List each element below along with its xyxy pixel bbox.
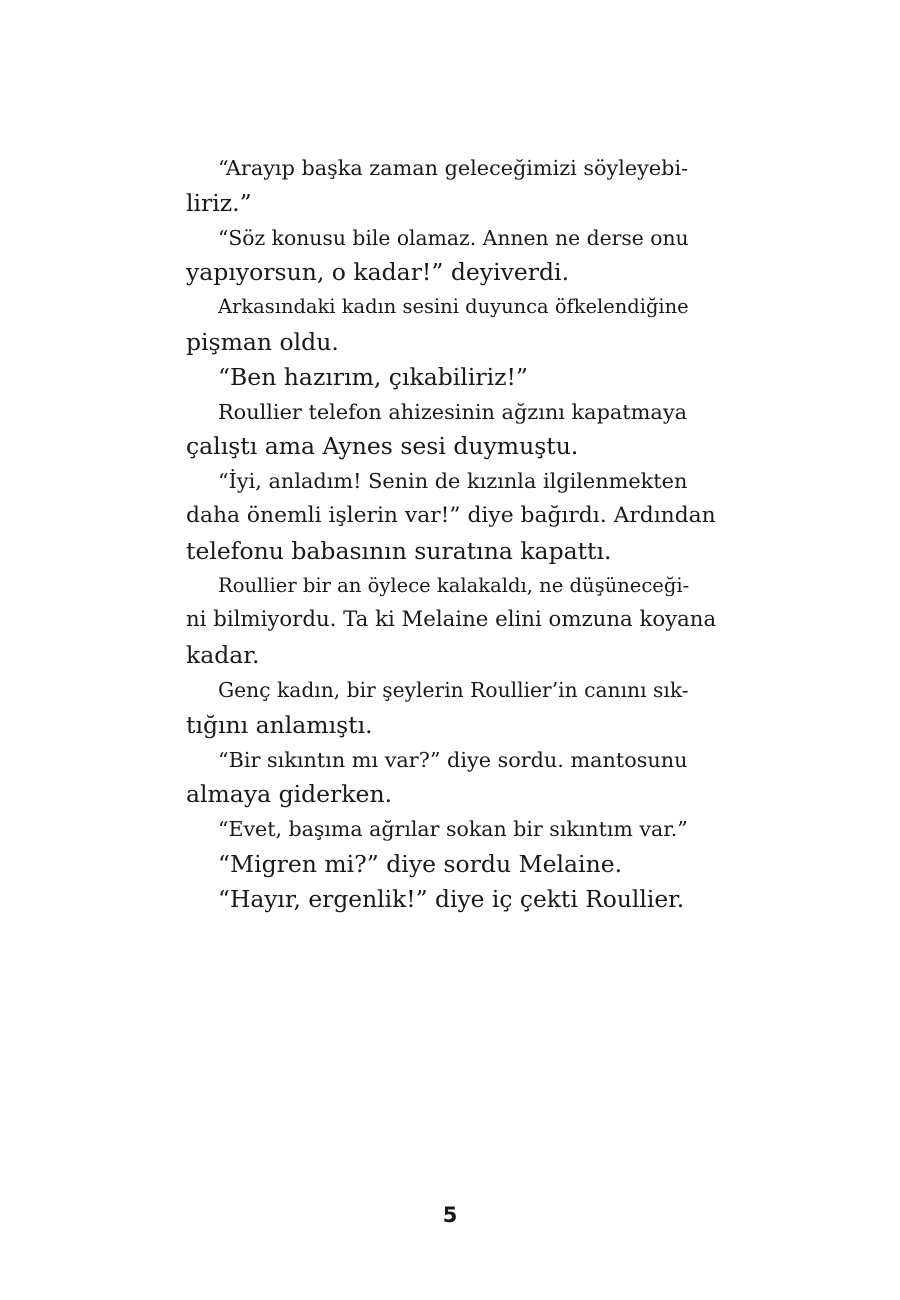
paragraph	[186, 673, 716, 743]
text-line: Roullier bir an öylece kalakaldı, ne düşüneceği-	[218, 573, 690, 597]
text-line: Arkasındaki kadın sesini duyunca öfkelendiğine	[218, 295, 689, 319]
page-number: 5	[442, 1203, 458, 1227]
text-line: telefonu babasının suratına kapattı.	[186, 536, 612, 565]
paragraph	[186, 290, 716, 360]
paragraph	[186, 151, 716, 221]
text-line: ni bilmiyordu. Ta ki Melaine elini omzuna koyana	[186, 607, 717, 633]
text-line: almaya giderken.	[186, 780, 393, 809]
text-line: liriz.”	[186, 188, 252, 217]
text-line: “Söz konusu bile olamaz. Annen ne derse onu	[218, 225, 689, 250]
page-body	[186, 151, 716, 917]
text-line: “Arayıp başka zaman geleceğimizi söyleyebi-	[218, 156, 689, 180]
paragraph	[186, 221, 716, 291]
text-line: Roullier telefon ahizesinin ağzını kapatmaya	[218, 399, 687, 424]
text-line: “Hayır, ergenlik!” diye iç çekti Roullier.	[218, 884, 685, 913]
paragraph	[186, 743, 716, 813]
text-line: “Evet, başıma ağrılar sokan bir sıkıntım var.”	[218, 817, 688, 842]
paragraph	[186, 882, 716, 917]
paragraph	[186, 812, 716, 847]
text-line: yapıyorsun, o kadar!” deyiverdi.	[186, 258, 570, 287]
text-line: “İyi, anladım! Senin de kızınla ilgilenmekten	[218, 469, 688, 494]
text-line: kadar.	[186, 641, 260, 670]
text-line: çalıştı ama Aynes sesi duymuştu.	[186, 432, 579, 461]
paragraph	[186, 569, 716, 673]
paragraph	[186, 464, 716, 568]
paragraph	[186, 360, 716, 395]
text-line: Genç kadın, bir şeylerin Roullier’in canını sık-	[218, 677, 689, 702]
paragraph	[186, 847, 716, 882]
text-line: tığını anlamıştı.	[186, 710, 373, 739]
text-line: pişman oldu.	[186, 327, 339, 356]
text-line: “Migren mi?” diye sordu Melaine.	[218, 849, 623, 878]
paragraph	[186, 395, 716, 465]
text-line: daha önemli işlerin var!” diye bağırdı. Ardından	[186, 502, 716, 528]
text-line: “Ben hazırım, çıkabiliriz!”	[218, 362, 528, 391]
text-line: “Bir sıkıntın mı var?” diye sordu. mantosunu	[218, 747, 688, 772]
